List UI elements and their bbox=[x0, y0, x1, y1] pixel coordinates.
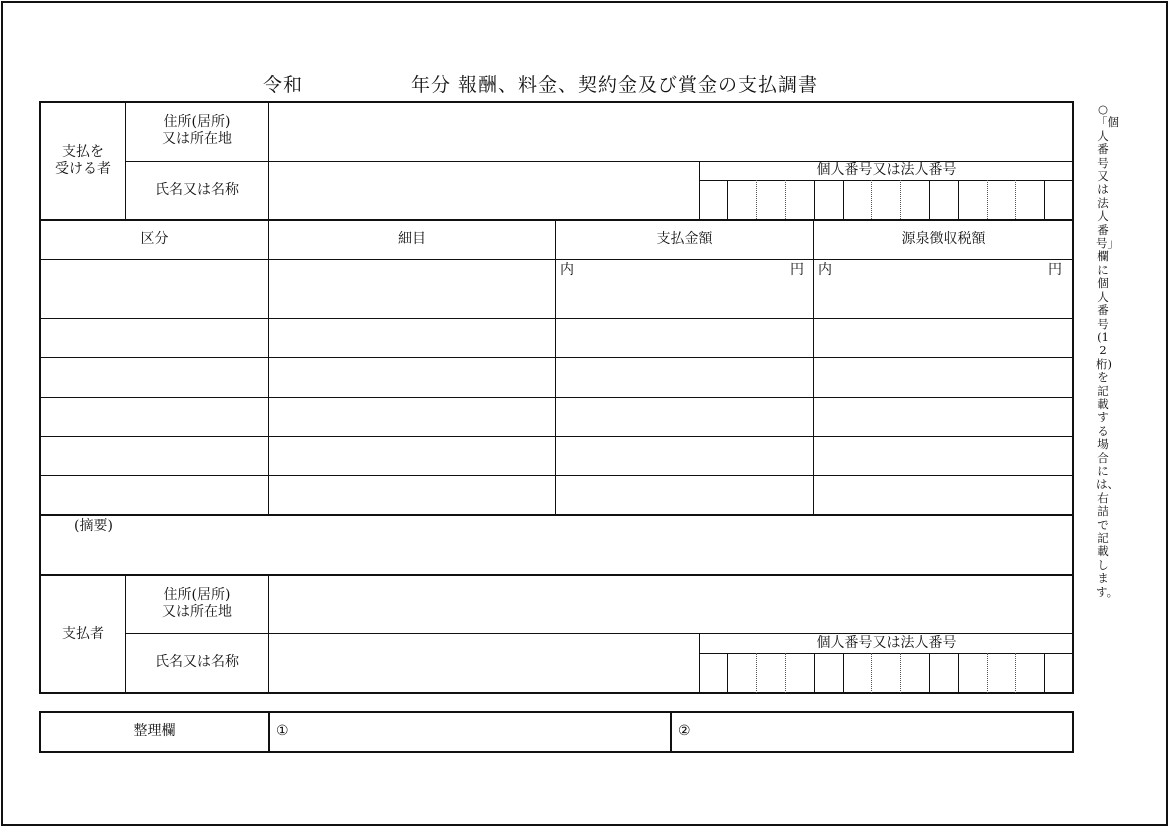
payment-inner-label: 内 bbox=[560, 262, 574, 278]
tax-yen-label: 円 bbox=[1048, 262, 1062, 278]
header-category: 区分 bbox=[140, 231, 169, 247]
recipient-name-field[interactable] bbox=[269, 163, 699, 219]
tax-inner-label: 内 bbox=[818, 262, 832, 278]
recipient-address-field[interactable] bbox=[269, 103, 1073, 160]
admin-field2-marker: ② bbox=[678, 723, 691, 739]
page-title: 年分 報酬、料金、契約金及び賞金の支払調書 bbox=[411, 74, 819, 96]
admin-field-2[interactable] bbox=[697, 713, 1072, 751]
payer-section-label: 支払者 bbox=[62, 626, 104, 642]
header-payment-amount: 支払金額 bbox=[656, 231, 713, 247]
payer-id-number-label: 個人番号又は法人番号 bbox=[816, 635, 957, 651]
payer-name-label: 氏名又は名称 bbox=[155, 654, 239, 670]
payer-address-field[interactable] bbox=[269, 576, 1073, 632]
recipient-section-label: 支払を 受ける者 bbox=[55, 144, 111, 177]
admin-field1-marker: ① bbox=[276, 723, 289, 739]
header-item: 細目 bbox=[398, 231, 426, 247]
title-era: 令和 bbox=[263, 74, 304, 96]
recipient-name-label: 氏名又は名称 bbox=[155, 182, 239, 198]
payer-address-label: 住所(居所) 又は所在地 bbox=[162, 587, 232, 620]
header-withholding-tax: 源泉徴収税額 bbox=[901, 231, 986, 247]
side-note: ○「個人番号又は法人番号」欄に個人番号(12桁)を記載する場合には、右詰で記載します。 bbox=[1096, 102, 1119, 599]
payment-yen-label: 円 bbox=[790, 262, 804, 278]
admin-field-1[interactable] bbox=[295, 713, 668, 751]
remarks-field[interactable] bbox=[41, 538, 1072, 573]
admin-label: 整理欄 bbox=[133, 723, 176, 739]
payer-name-field[interactable] bbox=[269, 635, 699, 692]
remarks-label: (摘要) bbox=[74, 518, 113, 534]
recipient-id-number-label: 個人番号又は法人番号 bbox=[816, 162, 957, 178]
recipient-address-label: 住所(居所) 又は所在地 bbox=[162, 114, 232, 147]
